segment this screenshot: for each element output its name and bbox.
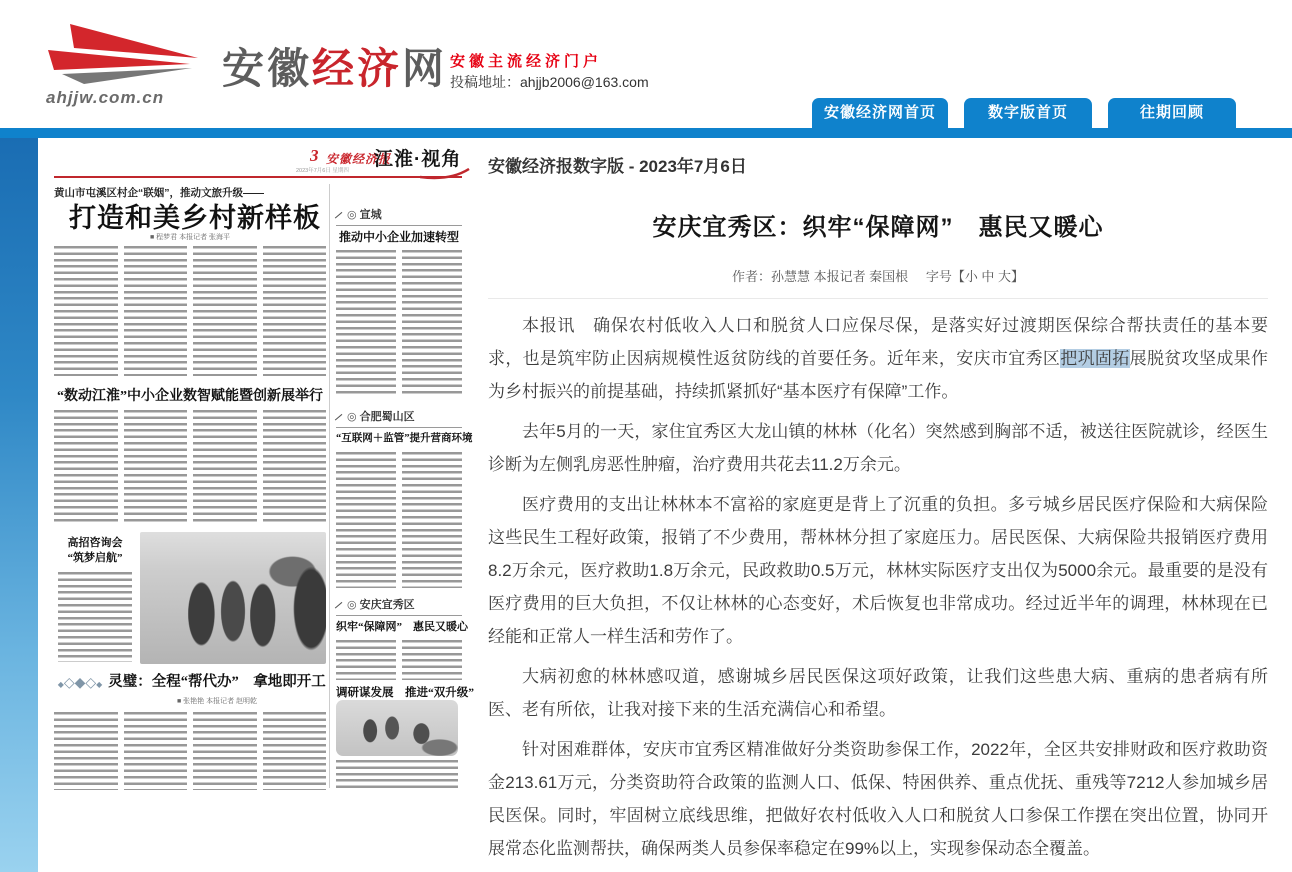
left-gradient-strip: [0, 138, 38, 872]
section-headline-hefei-shushan: “互联网＋监管”提升营商环境: [336, 433, 473, 444]
lingbi-logo-icon: ◆◇◆◇◆: [57, 674, 103, 690]
selected-text: 把巩固拓: [1060, 349, 1130, 368]
newsprint-column: [402, 640, 462, 680]
main-nav: [812, 98, 1236, 128]
slash-icon: [335, 414, 343, 421]
newsprint-column: [54, 712, 118, 790]
newspaper-photo-job-fair: [140, 532, 326, 664]
section-swoosh-icon: [420, 168, 470, 180]
site-name-suffix: 网: [402, 45, 448, 92]
newsprint-column: [54, 246, 118, 376]
lingbi-byline: ■ 张艳艳 本报记者 赵明乾: [176, 698, 258, 705]
paragraph-text: 展脱贫攻坚成果作为乡村振兴的前提基础，持续抓紧抓好“基本医疗有保障”工作。: [488, 349, 1269, 401]
section-place: 合肥蜀山区: [359, 411, 415, 423]
newsprint-columns: [54, 712, 326, 790]
newsprint-column: [263, 712, 327, 790]
newsprint-column: [402, 452, 462, 588]
masthead-rule: [54, 176, 462, 178]
paragraph: [488, 309, 1268, 408]
column-divider: [329, 184, 330, 788]
newsprint-column: [402, 250, 462, 396]
fair-headline-line2: “筑梦启航”: [67, 552, 123, 564]
section-header-hefei-shushan: [336, 408, 462, 428]
newsprint-column: [193, 410, 257, 522]
newspaper-section-title: 江淮·视角: [374, 149, 462, 170]
slash-icon: [335, 212, 343, 219]
newspaper-page-number: 3: [310, 146, 319, 165]
newsprint-column: [336, 452, 396, 588]
circle-icon: ◎: [347, 209, 357, 221]
section-place: 安庆宜秀区: [359, 599, 415, 611]
tab-digital-home[interactable]: 数字版首页: [964, 98, 1092, 128]
site-name-prefix: 安徽: [222, 45, 313, 92]
tab-site-home[interactable]: 安徽经济网首页: [812, 98, 948, 128]
newspaper-name: 安徽经济报: [326, 152, 392, 166]
mid-headline: “数动江淮”中小企业数智赋能暨创新展举行: [57, 389, 323, 404]
fair-headline-line1: 高招咨询会: [67, 537, 123, 549]
newsprint-column: [124, 246, 188, 376]
article-byline-row: [488, 266, 1268, 285]
newsprint-columns: [54, 246, 326, 376]
fair-headline: [58, 536, 132, 566]
newsprint-column: [336, 250, 396, 396]
newsprint-column: [263, 246, 327, 376]
paragraph-text: 本报讯 确保农村低收入人口和脱贫人口应保尽保，是落实好过渡期医保综合帮扶责任的基本要求，也是筑牢防止因病规模性返贫防线的首要任务。近年来，安庆市宜秀区: [488, 316, 1268, 368]
tab-archive[interactable]: 往期回顾: [1108, 98, 1236, 128]
section-header-xuancheng: [336, 206, 462, 226]
header-divider-bar: [0, 128, 1292, 138]
newsprint-column: [54, 410, 118, 522]
circle-icon: ◎: [347, 599, 357, 611]
site-logo-swoosh-icon: [40, 22, 220, 86]
paragraph: 针对困难群体，安庆市宜秀区精准做好分类资助参保工作，2022年，全区共安排财政和医疗救助资金213.61万元，分类资助符合政策的监测人口、低保、特困供养、重点优抚、重残等7212人参加城乡居民医保。同时，牢固树立底线思维，把做好农村低收入人口和脱贫人口参保工作摆在突出位置，协同开展常态化监测帮扶，确保两类人员参保率稳定在99%以上，实现参保动态全覆盖。: [488, 740, 1268, 858]
newsprint-column: [193, 712, 257, 790]
slash-icon: [335, 602, 343, 609]
byline-divider: [488, 298, 1268, 299]
section-headline-xuancheng: 推动中小企业加速转型: [338, 230, 459, 244]
newsprint-column: [58, 572, 132, 662]
site-name: [222, 36, 447, 96]
newspaper-page-thumbnail[interactable]: [38, 138, 474, 838]
newsprint-column: [336, 640, 396, 680]
circle-icon: ◎: [347, 411, 357, 423]
newsprint-columns: [336, 640, 462, 680]
article-body: [488, 309, 1268, 865]
newspaper-dateline: 2023年7月6日 星期四: [296, 168, 349, 174]
site-url: ahjjw.com.cn: [46, 88, 165, 107]
lingbi-headline: 灵璧：全程“帮代办” 拿地即开工: [108, 674, 326, 690]
lead-kicker: 黄山市屯溪区村企“联姻”，推动文旅升级——: [54, 187, 264, 199]
newsprint-columns: [336, 452, 462, 588]
newsprint-columns: [336, 250, 462, 396]
paragraph: 去年5月的一天，家住宜秀区大龙山镇的林林（化名）突然感到胸部不适，被送往医院就诊，经医生诊断为左侧乳房恶性肿瘤，治疗费用共花去11.2万余元。: [488, 422, 1268, 474]
newsprint-column: [124, 712, 188, 790]
paragraph: 医疗费用的支出让林林本不富裕的家庭更是背上了沉重的负担。多亏城乡居民医疗保险和大病保险这些民生工程好政策，报销了不少费用，帮林林分担了家庭压力。居民医保、大病保险共报销医疗费用8.2万余元，医疗救助1.8万余元，民政救助0.5万元，林林实际医疗支出仅为5000余元。最重要的是没有医疗费用的巨大负担，不仅让林林的心态变好，术后恢复也非常成功。经过近半年的调理，林林现在已经能和正常人一样生活和劳作了。: [488, 495, 1268, 646]
site-name-accent: 经济: [312, 45, 403, 92]
lead-headline: 打造和美乡村新样板: [69, 203, 321, 233]
paragraph: 大病初愈的林林感叹道，感谢城乡居民医保这项好政策，让我们这些患大病、重病的患者病有所医、老有所依，让我对接下来的生活充满信心和希望。: [488, 667, 1268, 719]
lead-byline: ■ 程梦君 本报记者 张海平: [149, 234, 231, 241]
newsprint-column: [124, 410, 188, 522]
newsprint-column: [193, 246, 257, 376]
section-headline-anqing-yixiu: 织牢“保障网” 惠民又暖心: [336, 621, 468, 633]
photo-caption-text: [336, 760, 458, 788]
section-header-anqing-yixiu: [336, 596, 462, 616]
article-title: 安庆宜秀区：织牢“保障网” 惠民又暖心: [652, 214, 1104, 241]
article-panel: [488, 152, 1268, 872]
font-size-control[interactable]: 字号【小 中 大】: [925, 269, 1025, 284]
submission-address: 投稿地址：ahjjb2006@163.com: [450, 74, 649, 90]
newspaper-photo-research-visit: [336, 700, 458, 756]
site-tagline: 安徽主流经济门户: [450, 53, 603, 70]
article-author: 作者：孙慧慧 本报记者 秦国根: [731, 269, 909, 284]
newsprint-columns: [54, 410, 326, 522]
bottom-headline: 调研谋发展 推进“双升级”: [336, 687, 474, 699]
section-place: 宣城: [359, 209, 382, 221]
edition-title: 安徽经济报数字版 - 2023年7月6日: [488, 157, 747, 176]
newsprint-column: [263, 410, 327, 522]
